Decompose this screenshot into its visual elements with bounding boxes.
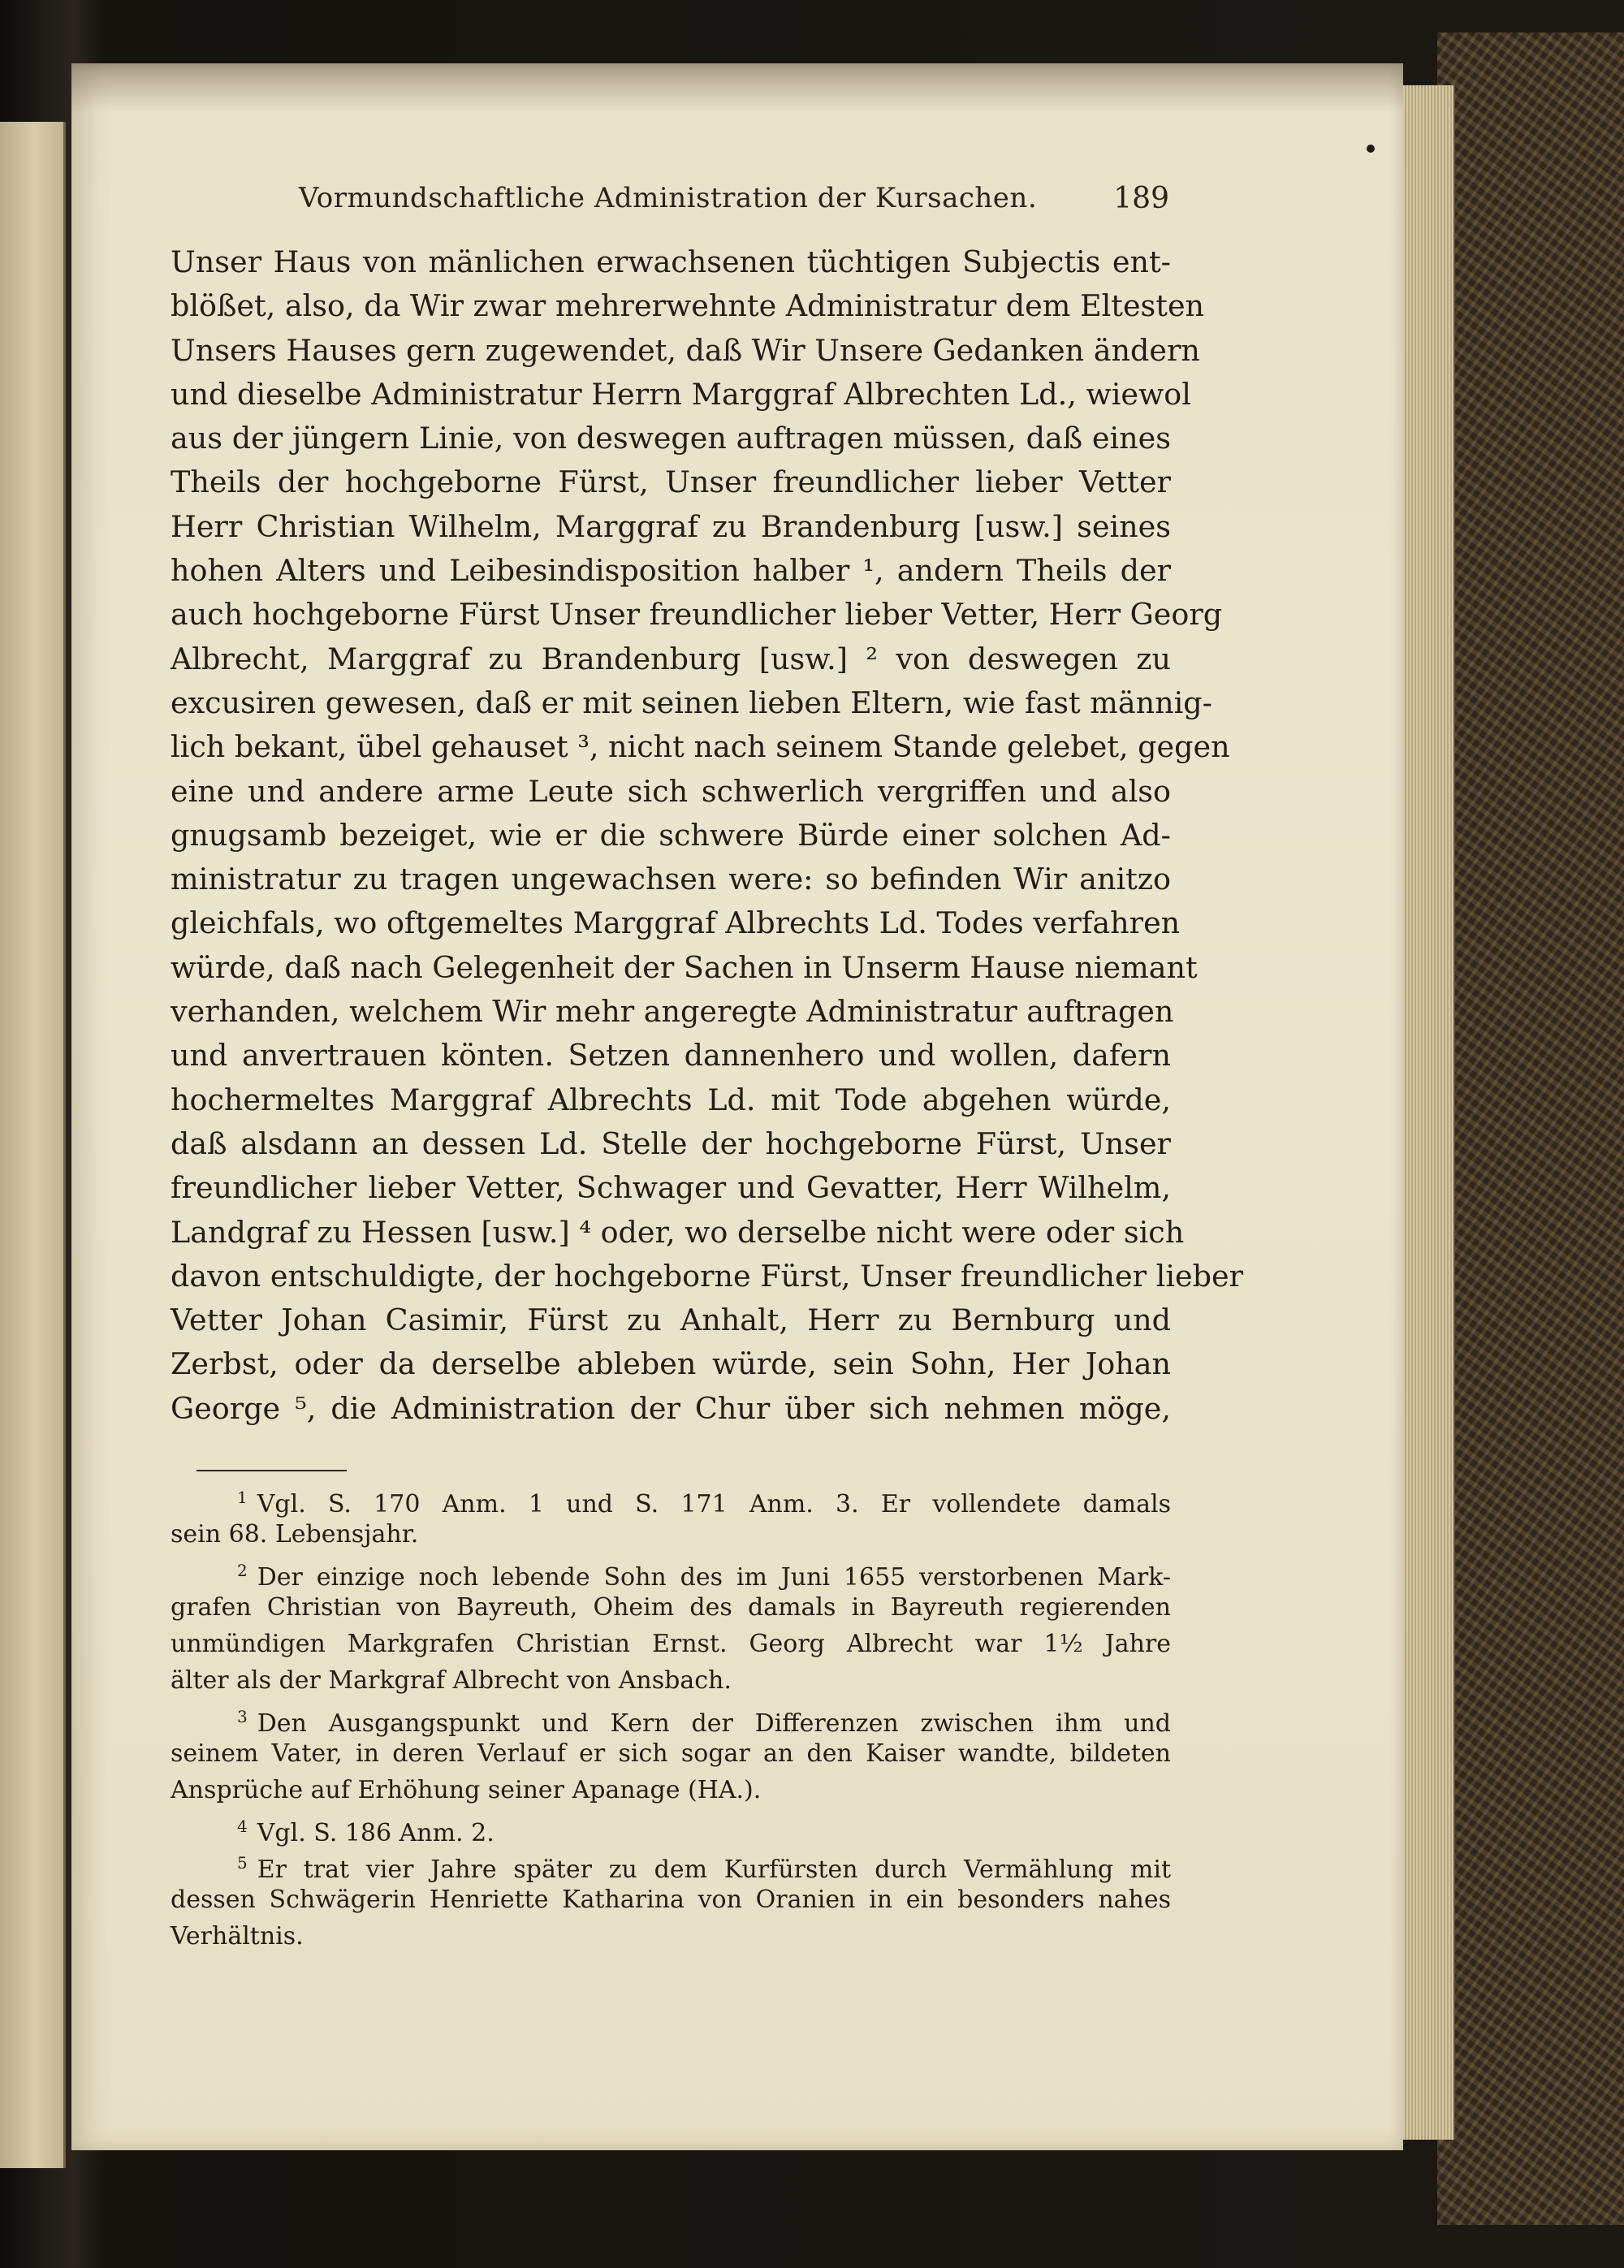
page-number: 189 [1113,182,1169,215]
footnote-number: 2 [237,1561,248,1580]
body-text [171,240,1244,1431]
body-line: freundlicher lieber Vetter, Schwager und Gevatter, Herr Wilhelm, [171,1170,1171,1206]
body-line: aus der jüngern Linie, von deswegen auftragen müssen, daß eines [171,421,1171,456]
body-line: Landgraf zu Hessen [usw.] ⁴ oder, wo derselbe nicht were oder sich [171,1214,1185,1250]
body-line: hochermeltes Marggraf Albrechts Ld. mit Tode abgehen würde, [171,1082,1171,1117]
footnote-line: grafen Christian von Bayreuth, Oheim des damals in Bayreuth regierenden [171,1593,1171,1622]
body-line: hohen Alters und Leibesindisposition halber ¹, andern Theils der [171,553,1171,589]
body-line: davon entschuldigte, der hochgeborne Fürst, Unser freundlicher lieber [171,1258,1244,1294]
footnote-line [171,1480,1171,1516]
footnote-text: Vgl. S. 186 Anm. 2. [257,1819,495,1847]
page-block-edge [1397,85,1455,2140]
body-line: Theils der hochgeborne Fürst, Unser freundlicher lieber Vetter [171,464,1171,500]
footnote-line: dessen Schwägerin Henriette Katharina von Oranien in ein besonders nahes [171,1886,1171,1914]
footnote-line: Ansprüche auf Erhöhung seiner Apanage (HA.). [171,1776,762,1804]
body-line: würde, daß nach Gelegenheit der Sachen in Unserm Hause niemant [171,949,1198,985]
footnote-line [171,1845,1171,1884]
footnote-line: unmündigen Markgrafen Christian Ernst. Georg Albrecht war 1½ Jahre [171,1630,1171,1658]
body-line: excusiren gewesen, daß er mit seinen lieben Eltern, wie fast männig- [171,685,1213,720]
footnote-text: Er trat vier Jahre später zu dem Kurfürsten durch Vermählung mit [257,1855,1171,1884]
body-line: Unser Haus von mänlichen erwachsenen tüchtigen Subjectis ent- [171,244,1171,279]
footnotes [171,1480,1171,1955]
marbled-cover [1437,32,1624,2225]
footnote-line: seinem Vater, in deren Verlauf er sich sogar an den Kaiser wandte, bildeten [171,1739,1171,1768]
body-line: daß alsdann an dessen Ld. Stelle der hochgeborne Fürst, Unser [171,1125,1171,1161]
footnote-number: 1 [237,1488,248,1507]
footnote-number: 3 [237,1707,248,1726]
body-line: gleichfals, wo oftgemeltes Marggraf Albrechts Ld. Todes verfahren [171,905,1181,941]
footnote-line [171,1553,1171,1592]
body-line: verhanden, welchem Wir mehr angeregte Administratur auftragen [171,994,1174,1030]
footnote-rule [197,1470,347,1471]
footnote-line: älter als der Markgraf Albrecht von Ansbach. [171,1666,732,1695]
body-line: Zerbst, oder da derselbe ableben würde, sein Sohn, Her Johan [171,1346,1171,1382]
footnote-line [171,1699,1171,1738]
paper-spot [1367,145,1375,153]
body-line: eine und andere arme Leute sich schwerlich vergriffen und also [171,773,1171,809]
footnote-number: 4 [237,1817,248,1836]
body-line: blößet, also, da Wir zwar mehrerwehnte Administratur dem Eltesten [171,288,1205,324]
body-line: Unsers Hauses gern zugewendet, daß Wir Unsere Gedanken ändern [171,332,1200,368]
footnote-text: Den Ausgangspunkt und Kern der Differenzen zwischen ihm und [257,1709,1171,1738]
body-line: Herr Christian Wilhelm, Marggraf zu Brandenburg [usw.] seines [171,508,1171,544]
footnote-line: Verhältnis. [171,1922,304,1950]
footnote-number: 5 [237,1853,248,1873]
body-line: Albrecht, Marggraf zu Brandenburg [usw.] ² von deswegen zu [171,641,1171,676]
running-head [166,182,1169,224]
footnote-text: Vgl. S. 170 Anm. 1 und S. 171 Anm. 3. Er vollendete damals [257,1490,1171,1518]
footnote-line: sein 68. Lebensjahr. [171,1520,419,1549]
body-line: lich bekant, übel gehauset ³, nicht nach seinem Stande gelebet, gegen [171,729,1230,765]
body-line: ministratur zu tragen ungewachsen were: so befinden Wir anitzo [171,862,1171,897]
body-line: und anvertrauen könten. Setzen dannenhero und wollen, dafern [171,1038,1171,1074]
body-line: Vetter Johan Casimir, Fürst zu Anhalt, Herr zu Bernburg und [171,1302,1171,1338]
running-title: Vormundschaftliche Administration der Kursachen. [298,182,1038,214]
footnote-line [171,1808,1171,1845]
body-line: George ⁵, die Administration der Chur über sich nehmen möge, [171,1390,1171,1426]
facing-page-edge [0,122,66,2168]
footnote-text: Der einzige noch lebende Sohn des im Juni 1655 verstorbenen Mark- [257,1563,1171,1592]
body-line: gnugsamb bezeiget, wie er die schwere Bürde einer solchen Ad- [171,817,1171,853]
page-shadow [71,63,1403,112]
body-line: auch hochgeborne Fürst Unser freundlicher lieber Vetter, Herr Georg [171,597,1223,633]
body-line: und dieselbe Administratur Herrn Marggraf Albrechten Ld., wiewol [171,376,1191,412]
